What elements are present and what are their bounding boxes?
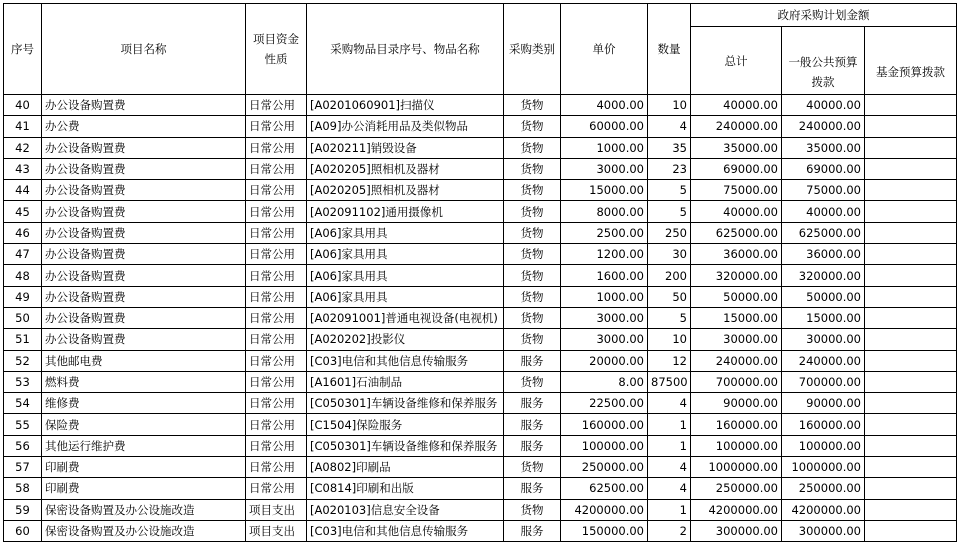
cell-category: 货物 xyxy=(504,499,561,520)
cell-seq: 45 xyxy=(4,201,42,222)
cell-general-budget: 1000000.00 xyxy=(782,457,865,478)
cell-category: 服务 xyxy=(504,393,561,414)
header-fund-nature: 项目资金性质 xyxy=(246,4,307,95)
cell-general-budget: 90000.00 xyxy=(782,393,865,414)
cell-general-budget: 69000.00 xyxy=(782,158,865,179)
cell-fund-budget xyxy=(865,244,957,265)
cell-fund-nature: 日常公用 xyxy=(246,435,307,456)
cell-fund-budget xyxy=(865,116,957,137)
cell-catalog: [A06]家具用具 xyxy=(307,222,504,243)
cell-seq: 46 xyxy=(4,222,42,243)
cell-total: 4200000.00 xyxy=(691,499,782,520)
cell-catalog: [A020202]投影仪 xyxy=(307,329,504,350)
cell-seq: 41 xyxy=(4,116,42,137)
cell-project-name: 办公费 xyxy=(42,116,246,137)
cell-project-name: 办公设备购置费 xyxy=(42,265,246,286)
cell-fund-budget xyxy=(865,95,957,116)
table-row xyxy=(4,265,957,286)
cell-total: 700000.00 xyxy=(691,371,782,392)
cell-general-budget: 625000.00 xyxy=(782,222,865,243)
cell-seq: 42 xyxy=(4,137,42,158)
cell-seq: 40 xyxy=(4,95,42,116)
cell-category: 服务 xyxy=(504,435,561,456)
cell-catalog: [A0802]印刷品 xyxy=(307,457,504,478)
cell-quantity: 35 xyxy=(648,137,691,158)
cell-project-name: 办公设备购置费 xyxy=(42,286,246,307)
cell-total: 250000.00 xyxy=(691,478,782,499)
cell-fund-nature: 日常公用 xyxy=(246,350,307,371)
cell-general-budget: 100000.00 xyxy=(782,435,865,456)
cell-project-name: 保密设备购置及办公设施改造 xyxy=(42,499,246,520)
cell-fund-nature: 日常公用 xyxy=(246,329,307,350)
table-body xyxy=(4,95,957,542)
cell-fund-nature: 项目支出 xyxy=(246,499,307,520)
cell-total: 35000.00 xyxy=(691,137,782,158)
cell-seq: 51 xyxy=(4,329,42,350)
header-blank-top xyxy=(782,27,865,51)
cell-total: 75000.00 xyxy=(691,180,782,201)
cell-catalog: [A0201060901]扫描仪 xyxy=(307,95,504,116)
cell-seq: 56 xyxy=(4,435,42,456)
cell-project-name: 办公设备购置费 xyxy=(42,307,246,328)
cell-catalog: [A02091102]通用摄像机 xyxy=(307,201,504,222)
cell-general-budget: 300000.00 xyxy=(782,520,865,541)
cell-unit-price: 8.00 xyxy=(561,371,648,392)
cell-fund-budget xyxy=(865,457,957,478)
cell-seq: 48 xyxy=(4,265,42,286)
cell-category: 货物 xyxy=(504,158,561,179)
cell-total: 30000.00 xyxy=(691,329,782,350)
cell-fund-nature: 日常公用 xyxy=(246,244,307,265)
cell-total: 69000.00 xyxy=(691,158,782,179)
cell-catalog: [A020205]照相机及器材 xyxy=(307,180,504,201)
cell-unit-price: 2500.00 xyxy=(561,222,648,243)
cell-quantity: 5 xyxy=(648,201,691,222)
header-general-budget: 一般公共预算拨款 xyxy=(782,50,865,95)
cell-general-budget: 700000.00 xyxy=(782,371,865,392)
cell-project-name: 办公设备购置费 xyxy=(42,180,246,201)
cell-total: 100000.00 xyxy=(691,435,782,456)
cell-category: 货物 xyxy=(504,116,561,137)
cell-fund-nature: 项目支出 xyxy=(246,520,307,541)
cell-fund-budget xyxy=(865,137,957,158)
cell-general-budget: 250000.00 xyxy=(782,478,865,499)
cell-fund-budget xyxy=(865,265,957,286)
cell-seq: 57 xyxy=(4,457,42,478)
cell-category: 货物 xyxy=(504,286,561,307)
cell-quantity: 4 xyxy=(648,393,691,414)
table-row xyxy=(4,435,957,456)
cell-category: 服务 xyxy=(504,478,561,499)
cell-total: 300000.00 xyxy=(691,520,782,541)
table-row xyxy=(4,478,957,499)
cell-fund-nature: 日常公用 xyxy=(246,478,307,499)
cell-quantity: 5 xyxy=(648,180,691,201)
cell-total: 240000.00 xyxy=(691,116,782,137)
cell-fund-budget xyxy=(865,329,957,350)
cell-quantity: 250 xyxy=(648,222,691,243)
cell-unit-price: 4200000.00 xyxy=(561,499,648,520)
header-blank-top-2 xyxy=(865,27,957,51)
cell-seq: 47 xyxy=(4,244,42,265)
cell-general-budget: 30000.00 xyxy=(782,329,865,350)
header-catalog: 采购物品目录序号、物品名称 xyxy=(307,4,504,95)
cell-fund-budget xyxy=(865,201,957,222)
cell-unit-price: 250000.00 xyxy=(561,457,648,478)
cell-unit-price: 8000.00 xyxy=(561,201,648,222)
cell-category: 货物 xyxy=(504,244,561,265)
cell-unit-price: 100000.00 xyxy=(561,435,648,456)
cell-project-name: 办公设备购置费 xyxy=(42,244,246,265)
cell-quantity: 50 xyxy=(648,286,691,307)
cell-seq: 44 xyxy=(4,180,42,201)
cell-seq: 53 xyxy=(4,371,42,392)
cell-seq: 50 xyxy=(4,307,42,328)
cell-quantity: 4 xyxy=(648,478,691,499)
cell-catalog: [C03]电信和其他信息传输服务 xyxy=(307,350,504,371)
cell-catalog: [A020211]销毁设备 xyxy=(307,137,504,158)
cell-catalog: [C1504]保险服务 xyxy=(307,414,504,435)
cell-catalog: [A020103]信息安全设备 xyxy=(307,499,504,520)
cell-general-budget: 4200000.00 xyxy=(782,499,865,520)
cell-unit-price: 20000.00 xyxy=(561,350,648,371)
cell-project-name: 办公设备购置费 xyxy=(42,201,246,222)
cell-fund-budget xyxy=(865,520,957,541)
cell-unit-price: 160000.00 xyxy=(561,414,648,435)
table-row xyxy=(4,158,957,179)
table-row xyxy=(4,414,957,435)
header-fund-budget: 基金预算拨款 xyxy=(865,50,957,95)
cell-category: 货物 xyxy=(504,457,561,478)
cell-unit-price: 62500.00 xyxy=(561,478,648,499)
cell-seq: 54 xyxy=(4,393,42,414)
cell-general-budget: 75000.00 xyxy=(782,180,865,201)
cell-project-name: 办公设备购置费 xyxy=(42,222,246,243)
cell-general-budget: 50000.00 xyxy=(782,286,865,307)
cell-project-name: 印刷费 xyxy=(42,457,246,478)
cell-fund-budget xyxy=(865,371,957,392)
table-header xyxy=(4,4,957,95)
cell-seq: 55 xyxy=(4,414,42,435)
cell-fund-budget xyxy=(865,478,957,499)
cell-total: 50000.00 xyxy=(691,286,782,307)
table-row xyxy=(4,329,957,350)
cell-total: 15000.00 xyxy=(691,307,782,328)
cell-general-budget: 40000.00 xyxy=(782,201,865,222)
table-row xyxy=(4,137,957,158)
cell-project-name: 办公设备购置费 xyxy=(42,137,246,158)
cell-quantity: 4 xyxy=(648,457,691,478)
cell-general-budget: 36000.00 xyxy=(782,244,865,265)
cell-quantity: 1 xyxy=(648,435,691,456)
cell-seq: 49 xyxy=(4,286,42,307)
cell-seq: 52 xyxy=(4,350,42,371)
table-row xyxy=(4,95,957,116)
cell-general-budget: 40000.00 xyxy=(782,95,865,116)
cell-total: 40000.00 xyxy=(691,201,782,222)
cell-total: 320000.00 xyxy=(691,265,782,286)
cell-total: 36000.00 xyxy=(691,244,782,265)
cell-general-budget: 320000.00 xyxy=(782,265,865,286)
cell-catalog: [A09]办公消耗用品及类似物品 xyxy=(307,116,504,137)
cell-quantity: 10 xyxy=(648,329,691,350)
table-row xyxy=(4,244,957,265)
cell-catalog: [A1601]石油制品 xyxy=(307,371,504,392)
cell-general-budget: 15000.00 xyxy=(782,307,865,328)
table-row xyxy=(4,393,957,414)
cell-fund-nature: 日常公用 xyxy=(246,180,307,201)
cell-category: 服务 xyxy=(504,520,561,541)
table-row xyxy=(4,499,957,520)
cell-project-name: 燃料费 xyxy=(42,371,246,392)
cell-fund-nature: 日常公用 xyxy=(246,116,307,137)
table-row xyxy=(4,350,957,371)
cell-category: 货物 xyxy=(504,201,561,222)
cell-fund-nature: 日常公用 xyxy=(246,307,307,328)
cell-fund-nature: 日常公用 xyxy=(246,371,307,392)
cell-catalog: [C050301]车辆设备维修和保养服务 xyxy=(307,393,504,414)
cell-category: 货物 xyxy=(504,371,561,392)
cell-catalog: [C0814]印刷和出版 xyxy=(307,478,504,499)
table-row xyxy=(4,222,957,243)
cell-general-budget: 240000.00 xyxy=(782,116,865,137)
cell-quantity: 23 xyxy=(648,158,691,179)
table-row xyxy=(4,201,957,222)
cell-project-name: 其他邮电费 xyxy=(42,350,246,371)
cell-unit-price: 150000.00 xyxy=(561,520,648,541)
cell-catalog: [A02091001]普通电视设备(电视机) xyxy=(307,307,504,328)
cell-unit-price: 22500.00 xyxy=(561,393,648,414)
cell-unit-price: 15000.00 xyxy=(561,180,648,201)
cell-seq: 58 xyxy=(4,478,42,499)
cell-total: 625000.00 xyxy=(691,222,782,243)
cell-fund-budget xyxy=(865,350,957,371)
cell-catalog: [A06]家具用具 xyxy=(307,244,504,265)
cell-catalog: [A06]家具用具 xyxy=(307,286,504,307)
cell-category: 货物 xyxy=(504,222,561,243)
cell-category: 货物 xyxy=(504,307,561,328)
cell-total: 240000.00 xyxy=(691,350,782,371)
cell-category: 货物 xyxy=(504,265,561,286)
cell-general-budget: 35000.00 xyxy=(782,137,865,158)
header-category: 采购类别 xyxy=(504,4,561,95)
cell-category: 货物 xyxy=(504,180,561,201)
cell-total: 160000.00 xyxy=(691,414,782,435)
cell-seq: 60 xyxy=(4,520,42,541)
cell-project-name: 办公设备购置费 xyxy=(42,329,246,350)
cell-fund-budget xyxy=(865,435,957,456)
header-project-name: 项目名称 xyxy=(42,4,246,95)
cell-project-name: 办公设备购置费 xyxy=(42,158,246,179)
cell-category: 货物 xyxy=(504,95,561,116)
cell-quantity: 87500 xyxy=(648,371,691,392)
cell-unit-price: 1000.00 xyxy=(561,137,648,158)
cell-fund-nature: 日常公用 xyxy=(246,393,307,414)
cell-project-name: 办公设备购置费 xyxy=(42,95,246,116)
cell-catalog: [C03]电信和其他信息传输服务 xyxy=(307,520,504,541)
header-seq: 序号 xyxy=(4,4,42,95)
cell-fund-nature: 日常公用 xyxy=(246,137,307,158)
cell-category: 货物 xyxy=(504,137,561,158)
cell-project-name: 印刷费 xyxy=(42,478,246,499)
cell-quantity: 12 xyxy=(648,350,691,371)
cell-catalog: [A020205]照相机及器材 xyxy=(307,158,504,179)
table-row xyxy=(4,180,957,201)
cell-project-name: 保险费 xyxy=(42,414,246,435)
cell-fund-budget xyxy=(865,393,957,414)
cell-total: 1000000.00 xyxy=(691,457,782,478)
table-row xyxy=(4,371,957,392)
cell-fund-budget xyxy=(865,307,957,328)
table-row xyxy=(4,307,957,328)
cell-fund-budget xyxy=(865,158,957,179)
cell-unit-price: 1600.00 xyxy=(561,265,648,286)
cell-unit-price: 1000.00 xyxy=(561,286,648,307)
cell-fund-budget xyxy=(865,180,957,201)
cell-quantity: 1 xyxy=(648,414,691,435)
cell-quantity: 10 xyxy=(648,95,691,116)
cell-quantity: 1 xyxy=(648,499,691,520)
cell-project-name: 其他运行维护费 xyxy=(42,435,246,456)
cell-unit-price: 3000.00 xyxy=(561,307,648,328)
cell-category: 服务 xyxy=(504,414,561,435)
procurement-plan-table xyxy=(3,3,957,542)
cell-project-name: 维修费 xyxy=(42,393,246,414)
cell-fund-budget xyxy=(865,222,957,243)
cell-category: 服务 xyxy=(504,350,561,371)
cell-fund-nature: 日常公用 xyxy=(246,222,307,243)
cell-unit-price: 1200.00 xyxy=(561,244,648,265)
cell-quantity: 30 xyxy=(648,244,691,265)
table-row xyxy=(4,286,957,307)
cell-unit-price: 4000.00 xyxy=(561,95,648,116)
cell-quantity: 4 xyxy=(648,116,691,137)
cell-fund-nature: 日常公用 xyxy=(246,457,307,478)
cell-unit-price: 60000.00 xyxy=(561,116,648,137)
cell-total: 40000.00 xyxy=(691,95,782,116)
cell-seq: 43 xyxy=(4,158,42,179)
cell-fund-nature: 日常公用 xyxy=(246,286,307,307)
cell-seq: 59 xyxy=(4,499,42,520)
cell-catalog: [C050301]车辆设备维修和保养服务 xyxy=(307,435,504,456)
cell-fund-budget xyxy=(865,414,957,435)
cell-fund-nature: 日常公用 xyxy=(246,414,307,435)
cell-unit-price: 3000.00 xyxy=(561,158,648,179)
header-total: 总计 xyxy=(691,27,782,95)
cell-quantity: 2 xyxy=(648,520,691,541)
table-row xyxy=(4,116,957,137)
header-unit-price: 单价 xyxy=(561,4,648,95)
table-row xyxy=(4,457,957,478)
cell-fund-nature: 日常公用 xyxy=(246,95,307,116)
cell-catalog: [A06]家具用具 xyxy=(307,265,504,286)
cell-general-budget: 160000.00 xyxy=(782,414,865,435)
header-plan-amount: 政府采购计划金额 xyxy=(691,4,957,27)
cell-quantity: 200 xyxy=(648,265,691,286)
cell-unit-price: 3000.00 xyxy=(561,329,648,350)
cell-total: 90000.00 xyxy=(691,393,782,414)
cell-category: 货物 xyxy=(504,329,561,350)
cell-fund-nature: 日常公用 xyxy=(246,158,307,179)
cell-project-name: 保密设备购置及办公设施改造 xyxy=(42,520,246,541)
cell-quantity: 5 xyxy=(648,307,691,328)
cell-fund-nature: 日常公用 xyxy=(246,201,307,222)
cell-fund-budget xyxy=(865,286,957,307)
cell-fund-nature: 日常公用 xyxy=(246,265,307,286)
cell-general-budget: 240000.00 xyxy=(782,350,865,371)
table-row xyxy=(4,520,957,541)
cell-fund-budget xyxy=(865,499,957,520)
header-quantity: 数量 xyxy=(648,4,691,95)
